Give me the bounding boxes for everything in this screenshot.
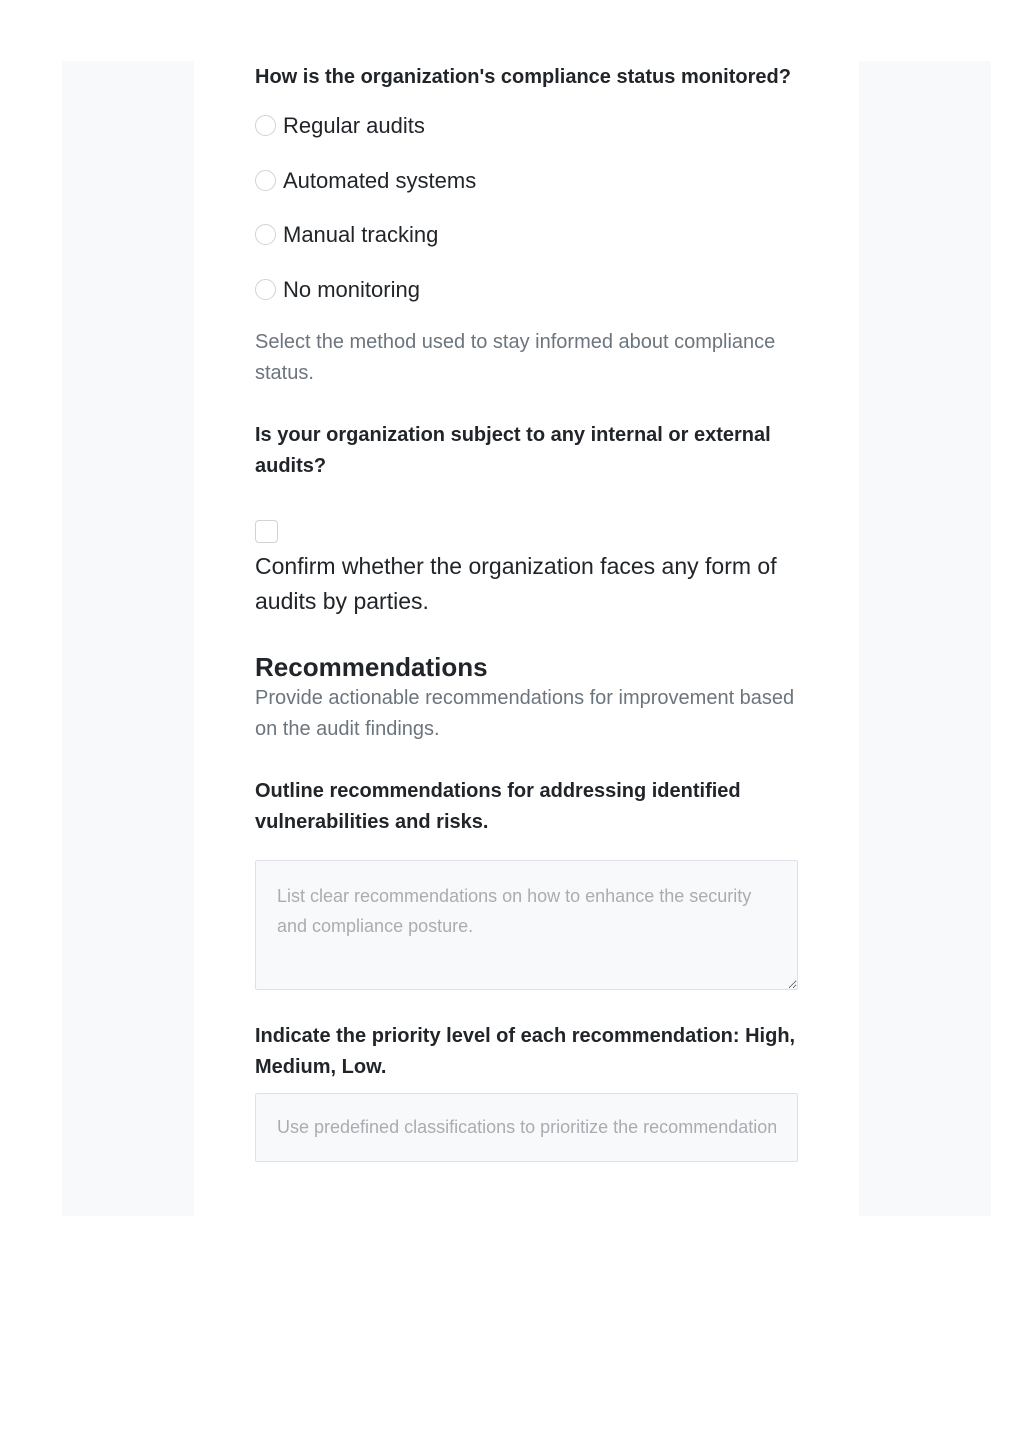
form-column xyxy=(255,62,798,1162)
radio-label: Regular audits xyxy=(283,113,425,138)
radio-button[interactable] xyxy=(255,115,276,136)
recommendations-textarea[interactable] xyxy=(255,860,798,990)
radio-option-manual-tracking[interactable] xyxy=(255,219,798,250)
help-text-monitoring: Select the method used to stay informed about compliance status. xyxy=(255,330,776,384)
left-side-panel xyxy=(62,61,194,1216)
audit-checkbox[interactable] xyxy=(255,520,278,543)
radio-option-no-monitoring[interactable] xyxy=(255,274,798,305)
radio-label: Automated systems xyxy=(283,167,477,193)
radio-option-automated-systems[interactable] xyxy=(255,165,798,196)
radio-button[interactable] xyxy=(255,170,276,191)
question-compliance-monitoring: How is the organization's compliance status monitored? xyxy=(255,66,791,88)
radio-group-monitoring xyxy=(255,110,798,305)
audit-confirm-text: Confirm whether the organization faces any form of audits by parties. xyxy=(255,552,777,614)
question-priority-level: Indicate the priority level of each recommendation: High, Medium, Low. xyxy=(255,1024,796,1078)
right-side-panel xyxy=(859,61,991,1216)
radio-label: No monitoring xyxy=(283,276,420,302)
question-audits: Is your organization subject to any internal or external audits? xyxy=(255,423,771,477)
question-outline-recommendations: Outline recommendations for addressing identified vulnerabilities and risks. xyxy=(255,779,741,833)
radio-button[interactable] xyxy=(255,224,276,245)
section-description: Provide actionable recommendations for improvement based on the audit findings. xyxy=(255,686,795,740)
radio-option-regular-audits[interactable] xyxy=(255,110,798,141)
radio-label: Manual tracking xyxy=(283,222,439,247)
section-title-recommendations: Recommendations xyxy=(255,651,488,682)
radio-button[interactable] xyxy=(255,279,276,300)
priority-input[interactable] xyxy=(255,1093,798,1162)
